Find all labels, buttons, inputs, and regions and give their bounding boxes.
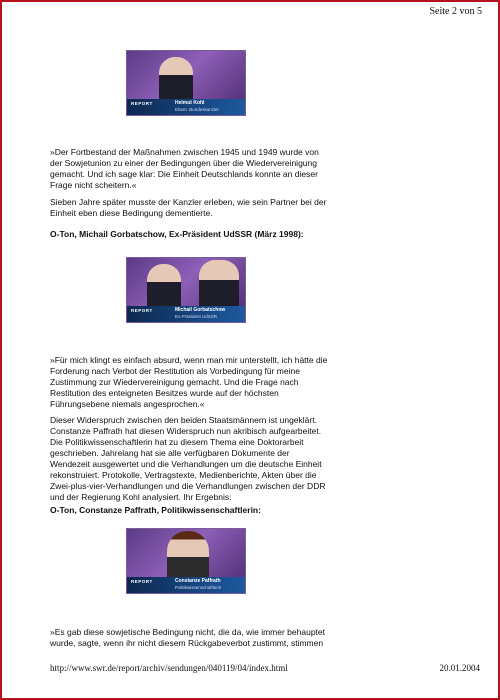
video-still-paffrath: [126, 528, 246, 594]
print-date: 20.01.2004: [439, 663, 480, 673]
video-still-gorbatschow: [126, 257, 246, 323]
paragraph-intro: Sieben Jahre später musste der Kanzler erleben, wie sein Partner bei der Einheit eben diese Bedingung dementierte.: [50, 197, 327, 218]
person-name: Helmut Kohl: [175, 100, 205, 106]
source-url: http://www.swr.de/report/archiv/sendungen/040119/04/index.html: [50, 663, 288, 673]
quote-paffrath: »Es gab diese sowjetische Bedingung nicht, die da, wie immer behauptet wurde, sagte, wenn ihr nicht diesem Rückgabeverbot zustimmt, stimmen: [50, 627, 326, 648]
person-figure: [159, 57, 193, 105]
heading-paffrath: O-Ton, Constanze Paffrath, Politikwissenschaftlerin:: [50, 505, 261, 515]
person-name: Michail Gorbatschow: [175, 307, 226, 313]
person-role: Ehem. Bundeskanzler: [175, 107, 220, 112]
brand-label: REPORT: [131, 101, 153, 106]
person-figure: [199, 260, 239, 312]
brand-label: REPORT: [131, 579, 153, 584]
person-figure: [147, 264, 181, 312]
page-number: Seite 2 von 5: [429, 6, 482, 17]
person-figure: [167, 531, 209, 583]
paragraph-paffrath: Dieser Widerspruch zwischen den beiden Staatsmännern ist ungeklärt. Constanze Paffrath hat diesen Widerspruch nun akribisch aufgearbeitet. Die Politikwissenschaftlerin hat zu diesem Thema eine Doktorarbeit geschrieben. Jahrelang hat sie alle verfügbaren Dokumente der Wendezeit ausgewertet und die Verhandlungen um die deutsche Einheit rekonstruiert. Protokolle, Vertragstexte, Medienberichte, Akten über die Zwei-plus-vier-Verhandlungen und die Verhandlungen zwischen der DDR und der Regierung Kohl analysiert. Ihr Ergebnis:: [50, 415, 326, 502]
quote-kohl: »Der Fortbestand der Maßnahmen zwischen 1945 und 1949 wurde von der Sowjetunion zu einer der Bedingungen über die Wiedervereinigung gemacht. Und ich sage klar: Die Einheit Deutschlands konnte an dieser Frage nicht scheitern.«: [50, 147, 319, 190]
quote-gorbatschow: »Für mich klingt es einfach absurd, wenn man mir unterstellt, ich hätte die Forderung nach Verbot der Restitution als Vorbedingung für meine Zustimmung zur Wiedervereinigung gemacht. Und die Frage nach Restitution des enteigneten Besitzes wurde auf der höchsten Führungsebene niemals angesprochen.«: [50, 355, 328, 409]
heading-gorbatschow: O-Ton, Michail Gorbatschow, Ex-Präsident UdSSR (März 1998):: [50, 229, 304, 239]
person-name: Constanze Paffrath: [175, 578, 221, 584]
brand-label: REPORT: [131, 308, 153, 313]
person-role: Ex-Präsident UdSSR: [175, 314, 218, 319]
video-still-kohl: [126, 50, 246, 116]
person-role: Politikwissenschaftlerin: [175, 585, 222, 590]
